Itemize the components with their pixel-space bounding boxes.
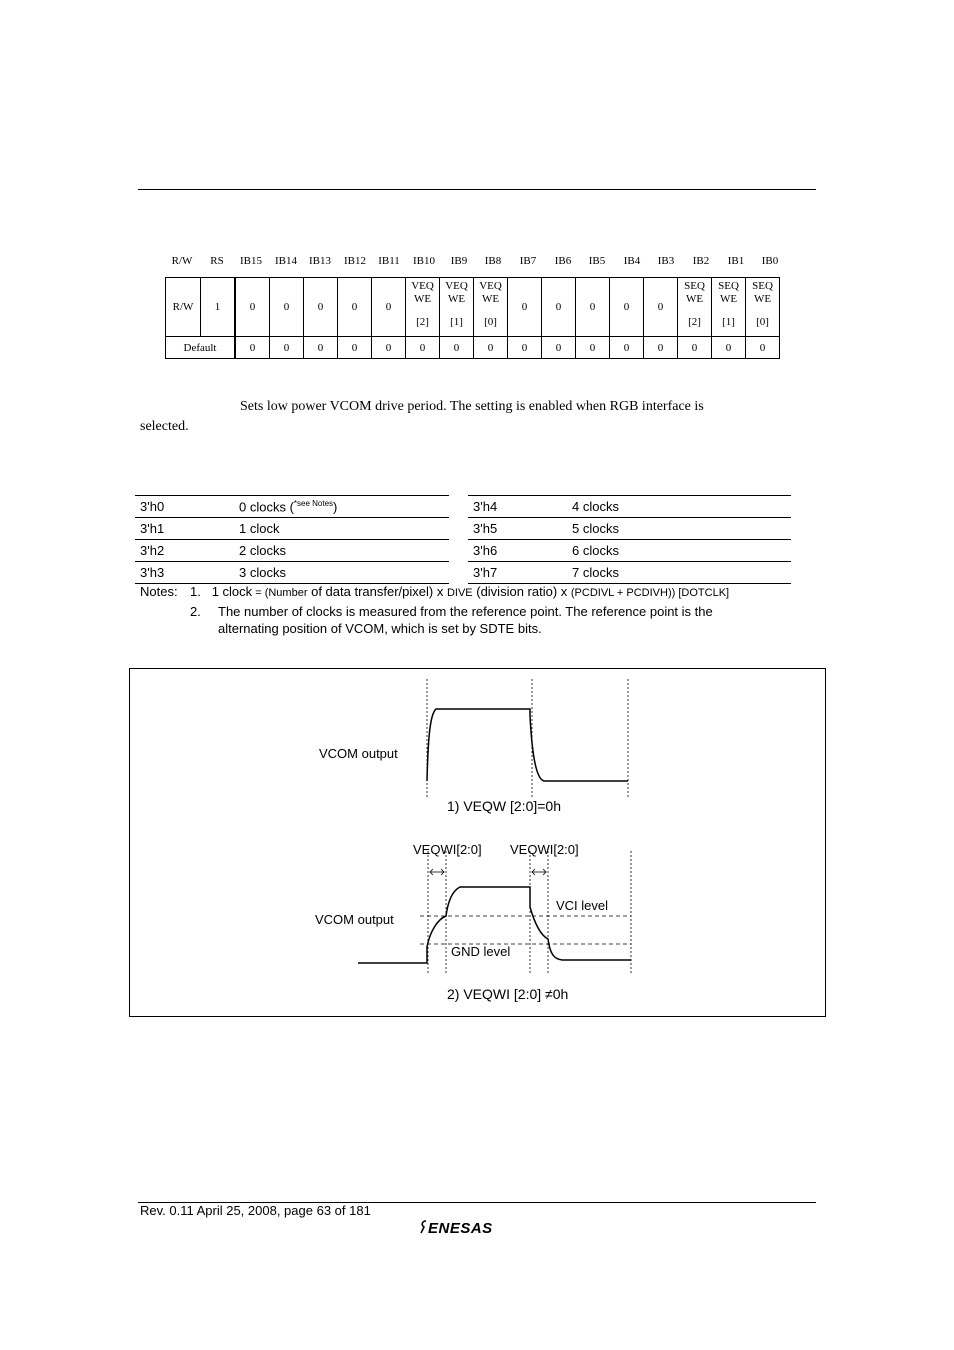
bit-cell-14: 0: [270, 278, 304, 337]
default-bit-10: 0: [406, 337, 440, 359]
header-ib12: IB12: [344, 255, 366, 267]
header-ib3: IB3: [657, 255, 675, 267]
clock-code: 3'h1: [135, 518, 234, 540]
default-bit-15: 0: [235, 337, 270, 359]
bit-0-mid: WE: [753, 293, 772, 305]
bit-cell-5: 0: [576, 278, 610, 337]
default-bit-12: 0: [338, 337, 372, 359]
bit-cell-12: 0: [338, 278, 372, 337]
header-ib4: IB4: [623, 255, 641, 267]
bit-8-top: VEQ: [479, 280, 502, 292]
bit-2-mid: WE: [685, 293, 704, 305]
clock-value: [567, 540, 791, 562]
bit-10-top: VEQ: [411, 280, 434, 292]
clock-value-text: 1 clock: [239, 521, 280, 536]
notes-label: Notes:: [140, 584, 178, 599]
vcom-output-label-2: VCOM output: [315, 912, 394, 927]
register-table: [165, 277, 780, 359]
clock-value-text: 7 clocks: [572, 565, 619, 580]
clock-value: [567, 496, 791, 518]
bit-8-mid: WE: [481, 293, 500, 305]
clock-row: [135, 496, 449, 518]
clock-code: 3'h0: [135, 496, 234, 518]
footer-text: Rev. 0.11 April 25, 2008, page 63 of 181: [140, 1203, 371, 1218]
clock-value: [567, 562, 791, 584]
bit-2-top: SEQ: [684, 280, 705, 292]
header-ib8: IB8: [484, 255, 502, 267]
bit-9-top: VEQ: [445, 280, 468, 292]
description-line2: selected.: [140, 419, 189, 434]
bit-10-bot: [2]: [416, 316, 429, 328]
bit-cell-3: 0: [644, 278, 678, 337]
default-bit-5: 0: [576, 337, 610, 359]
caption-1: 1) VEQW [2:0]=0h: [447, 798, 561, 814]
clock-value: [567, 518, 791, 540]
svg-text:ENESAS: ENESAS: [428, 1220, 493, 1236]
header-rw: R/W: [171, 255, 193, 267]
clock-table-left: [135, 495, 449, 584]
clock-row: [135, 518, 449, 540]
header-ib9: IB9: [450, 255, 468, 267]
default-bit-6: 0: [542, 337, 576, 359]
bit-cell-0: [746, 278, 780, 337]
clock-row: [135, 540, 449, 562]
clock-value: [234, 540, 449, 562]
bit-cell-9: [440, 278, 474, 337]
default-bit-11: 0: [372, 337, 406, 359]
header-ib15: IB15: [240, 255, 262, 267]
bit-cell-11: 0: [372, 278, 406, 337]
default-bit-8: 0: [474, 337, 508, 359]
clock-value-text: 0 clocks (: [239, 499, 294, 515]
rw-cell: R/W: [166, 278, 201, 337]
clock-value: [234, 496, 449, 518]
veqwi-label-left: VEQWI[2:0]: [413, 842, 482, 857]
clock-code: 3'h6: [468, 540, 567, 562]
header-ib13: IB13: [309, 255, 331, 267]
clock-code: 3'h3: [135, 562, 234, 584]
renesas-logo-svg: [420, 1218, 532, 1236]
header-ib11: IB11: [378, 255, 400, 267]
renesas-logo: [420, 1218, 532, 1236]
vcom-output-label-1: VCOM output: [319, 746, 398, 761]
veqwi-label-right: VEQWI[2:0]: [510, 842, 579, 857]
bit-cell-8: [474, 278, 508, 337]
note-2-number: 2.: [190, 604, 201, 619]
clock-code: 3'h2: [135, 540, 234, 562]
bit-cell-13: 0: [304, 278, 338, 337]
note-1-text-e: (division ratio) x: [472, 584, 571, 599]
description-line1: Sets low power VCOM drive period. The setting is enabled when RGB interface is: [240, 399, 704, 414]
clock-row: [468, 540, 791, 562]
note-1-text-f: (PCDIVL + PCDIVH)): [570, 587, 676, 599]
vci-level-label: VCI level: [556, 898, 609, 913]
clock-value: [234, 518, 449, 540]
bit-1-top: SEQ: [718, 280, 739, 292]
clock-row: [468, 562, 791, 584]
see-notes-superscript: *see Notes: [293, 498, 334, 508]
header-ib0: IB0: [761, 255, 779, 267]
bit-1-mid: WE: [719, 293, 738, 305]
header-rs: RS: [210, 255, 224, 267]
bit-cell-6: 0: [542, 278, 576, 337]
timing-diagram: [129, 668, 826, 1017]
clock-value-text: 2 clocks: [239, 543, 286, 558]
default-bit-3: 0: [644, 337, 678, 359]
clock-value-text: 3 clocks: [239, 565, 286, 580]
bit-cell-10: [406, 278, 440, 337]
notes: [140, 584, 178, 599]
note-1-text-b: = (Number: [252, 587, 308, 599]
note-1: [190, 584, 729, 599]
rs-cell: 1: [201, 278, 236, 337]
default-bit-13: 0: [304, 337, 338, 359]
bit-cell-1: [712, 278, 746, 337]
header-ib7: IB7: [519, 255, 537, 267]
note-1-text-c: of data transfer/pixel) x: [307, 584, 447, 599]
default-bit-2: 0: [678, 337, 712, 359]
clock-value-text: 6 clocks: [572, 543, 619, 558]
clock-code: 3'h5: [468, 518, 567, 540]
vcom-waveform-1: [427, 709, 628, 781]
default-bit-1: 0: [712, 337, 746, 359]
top-rule: [138, 189, 816, 190]
clock-value-text: 5 clocks: [572, 521, 619, 536]
clock-code: 3'h4: [468, 496, 567, 518]
clock-code: 3'h7: [468, 562, 567, 584]
header-ib5: IB5: [588, 255, 606, 267]
bit-10-mid: WE: [413, 293, 432, 305]
header-ib1: IB1: [727, 255, 745, 267]
note-2-line2: alternating position of VCOM, which is set by SDTE bits.: [218, 621, 542, 636]
bit-0-top: SEQ: [752, 280, 773, 292]
note-1-text-a: 1 clock: [211, 584, 253, 599]
default-bit-14: 0: [270, 337, 304, 359]
caption-2: 2) VEQWI [2:0] ≠0h: [447, 986, 569, 1002]
header-ib10: IB10: [413, 255, 435, 267]
bit-9-bot: [1]: [450, 316, 463, 328]
bit-cell-4: 0: [610, 278, 644, 337]
clock-value: [234, 562, 449, 584]
header-ib6: IB6: [554, 255, 572, 267]
bit-1-bot: [1]: [722, 316, 735, 328]
default-bit-0: 0: [746, 337, 780, 359]
clock-row: [468, 496, 791, 518]
bit-0-bot: [0]: [756, 316, 769, 328]
bit-9-mid: WE: [447, 293, 466, 305]
note-1-text-g: [DOTCLK]: [675, 587, 730, 599]
note-2-line1: The number of clocks is measured from the reference point. The reference point is the: [218, 604, 713, 619]
default-bit-7: 0: [508, 337, 542, 359]
clock-row: [135, 562, 449, 584]
default-bit-4: 0: [610, 337, 644, 359]
gnd-level-label: GND level: [451, 944, 511, 959]
default-bit-9: 0: [440, 337, 474, 359]
bit-cell-7: 0: [508, 278, 542, 337]
bit-cell-2: [678, 278, 712, 337]
clock-row: [468, 518, 791, 540]
bit-8-bot: [0]: [484, 316, 497, 328]
default-label: Default: [166, 337, 236, 359]
bit-cell-15: 0: [235, 278, 270, 337]
clock-value-text: 4 clocks: [572, 499, 619, 514]
header-ib14: IB14: [275, 255, 297, 267]
header-ib2: IB2: [692, 255, 710, 267]
bit-2-bot: [2]: [688, 316, 701, 328]
note-1-text-d: DIVE: [446, 587, 473, 599]
note-1-number: 1.: [190, 584, 201, 599]
clock-table-right: [468, 495, 791, 584]
clock-value-close: ): [333, 499, 338, 515]
